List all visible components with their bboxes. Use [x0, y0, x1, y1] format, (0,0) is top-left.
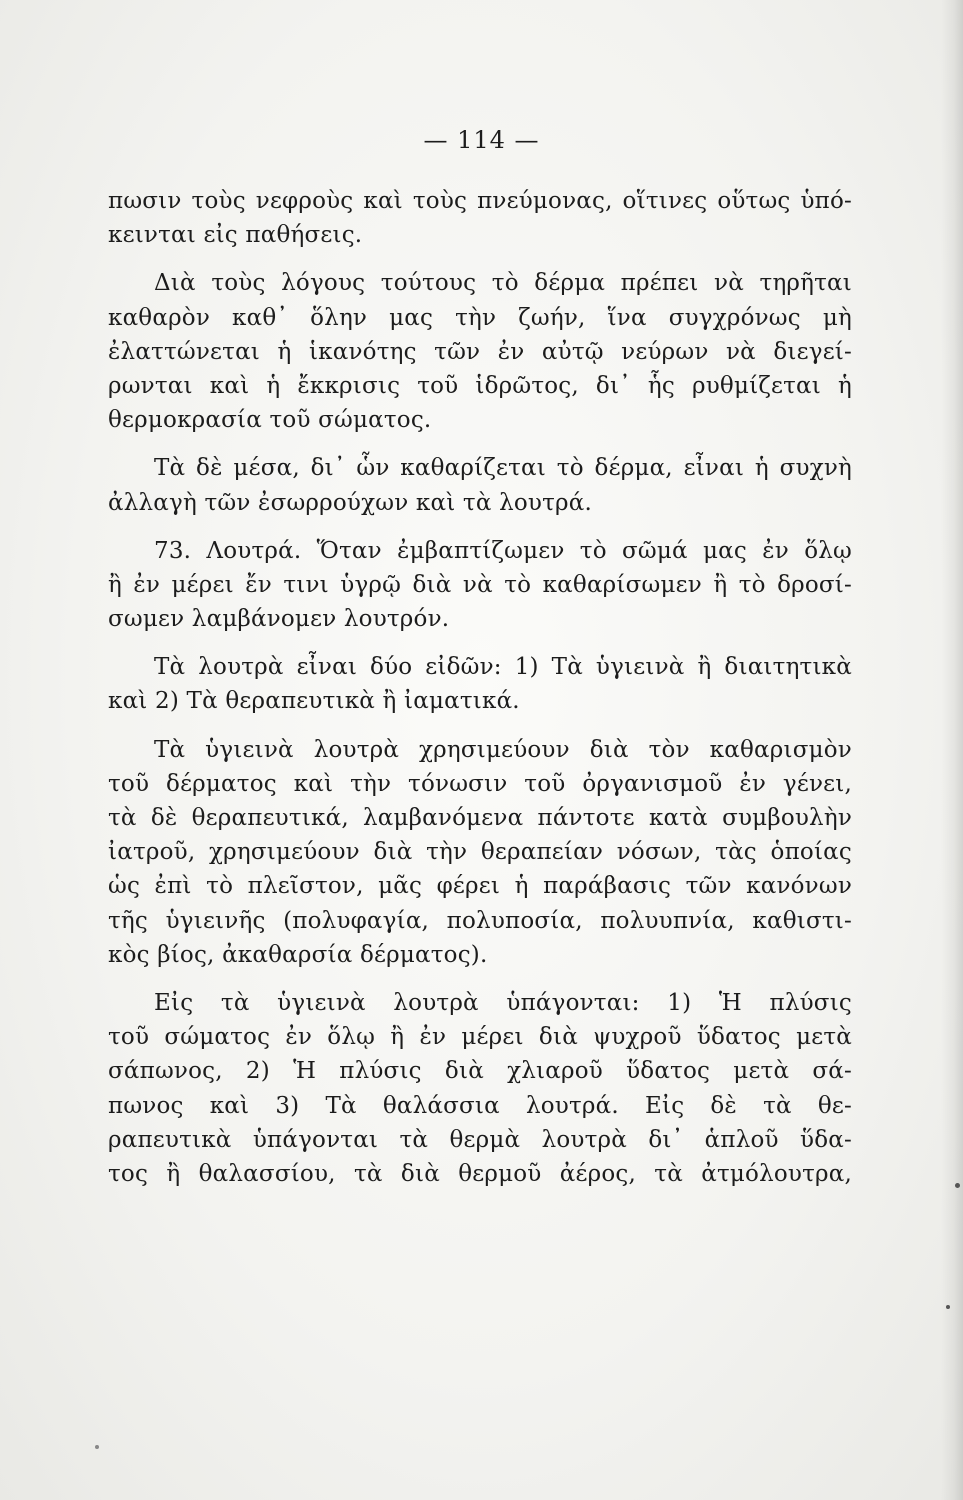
margin-speck [955, 1183, 960, 1188]
page-edge-shadow [941, 0, 963, 1500]
text-line: ἰατροῦ, χρησιμεύουν διὰ τὴν θεραπείαν νόσων, τὰς ὁποίας [108, 839, 852, 866]
text-line: ὡς ἐπὶ τὸ πλεῖστον, μᾶς φέρει ἡ παράβασις τῶν κανόνων [108, 873, 852, 900]
text-line: καθαρὸν καθ᾽ ὅλην μας τὴν ζωήν, ἵνα συγχρόνως μὴ [108, 304, 852, 331]
text-line: ἢ ἐν μέρει ἔν τινι ὑγρῷ διὰ νὰ τὸ καθαρίσωμεν ἢ τὸ δροσί- [108, 571, 852, 598]
text-line: πωσιν τοὺς νεφροὺς καὶ τοὺς πνεύμονας, οἵτινες οὕτως ὑπό- [108, 188, 852, 214]
text-line: σωμεν λαμβάνομεν λουτρόν. [108, 606, 450, 633]
text-line: ραπευτικὰ ὑπάγονται τὰ θερμὰ λουτρὰ δι᾽ ἁπλοῦ ὕδα- [108, 1126, 852, 1153]
text-line: τὰ δὲ θεραπευτικά, λαμβανόμενα πάντοτε κατὰ συμβουλὴν [108, 805, 852, 831]
text-line: ἐλαττώνεται ἡ ἱκανότης τῶν ἐν αὐτῷ νεύρων νὰ διεγεί- [108, 338, 852, 365]
paragraph [108, 451, 852, 519]
text-line: πωνος καὶ 3) Τὰ θαλάσσια λουτρά. Εἰς δὲ τὰ θε- [108, 1092, 852, 1119]
text-line: Διὰ τοὺς λόγους τούτους τὸ δέρμα πρέπει νὰ τηρῆται [154, 270, 852, 297]
text-line: Τὰ ὑγιεινὰ λουτρὰ χρησιμεύουν διὰ τὸν καθαρισμὸν [154, 736, 852, 763]
text-line: τοῦ σώματος ἐν ὅλῳ ἢ ἐν μέρει διὰ ψυχροῦ ὕδατος μετὰ [108, 1024, 852, 1051]
text-line: Εἰς τὰ ὑγιεινὰ λουτρὰ ὑπάγονται: 1) Ἡ πλύσις [154, 989, 852, 1016]
margin-speck [95, 1445, 99, 1449]
paragraph [108, 733, 852, 972]
body-text [108, 184, 852, 1191]
text-line: τος ἢ θαλασσίου, τὰ διὰ θερμοῦ ἀέρος, τὰ ἀτμόλουτρα, [108, 1160, 852, 1187]
page-number: — 114 — [423, 126, 540, 154]
text-line: θερμοκρασία τοῦ σώματος. [108, 407, 432, 434]
text-line: 73. Λουτρά. Ὅταν ἐμβαπτίζωμεν τὸ σῶμά μας ἐν ὅλῳ [154, 537, 852, 564]
paragraph [108, 650, 852, 718]
margin-speck [946, 1305, 950, 1309]
text-line: ρωνται καὶ ἡ ἔκκρισις τοῦ ἱδρῶτος, δι᾽ ἧς ρυθμίζεται ἡ [108, 372, 852, 399]
text-line: κεινται εἰς παθήσεις. [108, 222, 363, 249]
text-line: ἀλλαγὴ τῶν ἐσωρρούχων καὶ τὰ λουτρά. [108, 489, 592, 516]
text-line: σάπωνος, 2) Ἡ πλύσις διὰ χλιαροῦ ὕδατος μετὰ σά- [108, 1058, 852, 1085]
paragraph [108, 266, 852, 437]
text-line: κὸς βίος, ἀκαθαρσία δέρματος). [108, 941, 488, 968]
paragraph [108, 184, 852, 252]
text-line: καὶ 2) Τὰ θεραπευτικὰ ἢ ἰαματικά. [108, 688, 520, 715]
paragraph [108, 986, 852, 1191]
text-line: Τὰ λουτρὰ εἶναι δύο εἰδῶν: 1) Τὰ ὑγιεινὰ ἢ διαιτητικὰ [154, 654, 852, 681]
text-line: τοῦ δέρματος καὶ τὴν τόνωσιν τοῦ ὀργανισμοῦ ἐν γένει, [108, 770, 852, 797]
text-line: Τὰ δὲ μέσα, δι᾽ ὧν καθαρίζεται τὸ δέρμα, εἶναι ἡ συχνὴ [154, 455, 852, 482]
text-line: τῆς ὑγιεινῆς (πολυφαγία, πολυποσία, πολυυπνία, καθιστι- [108, 907, 852, 934]
section-73 [108, 534, 852, 637]
